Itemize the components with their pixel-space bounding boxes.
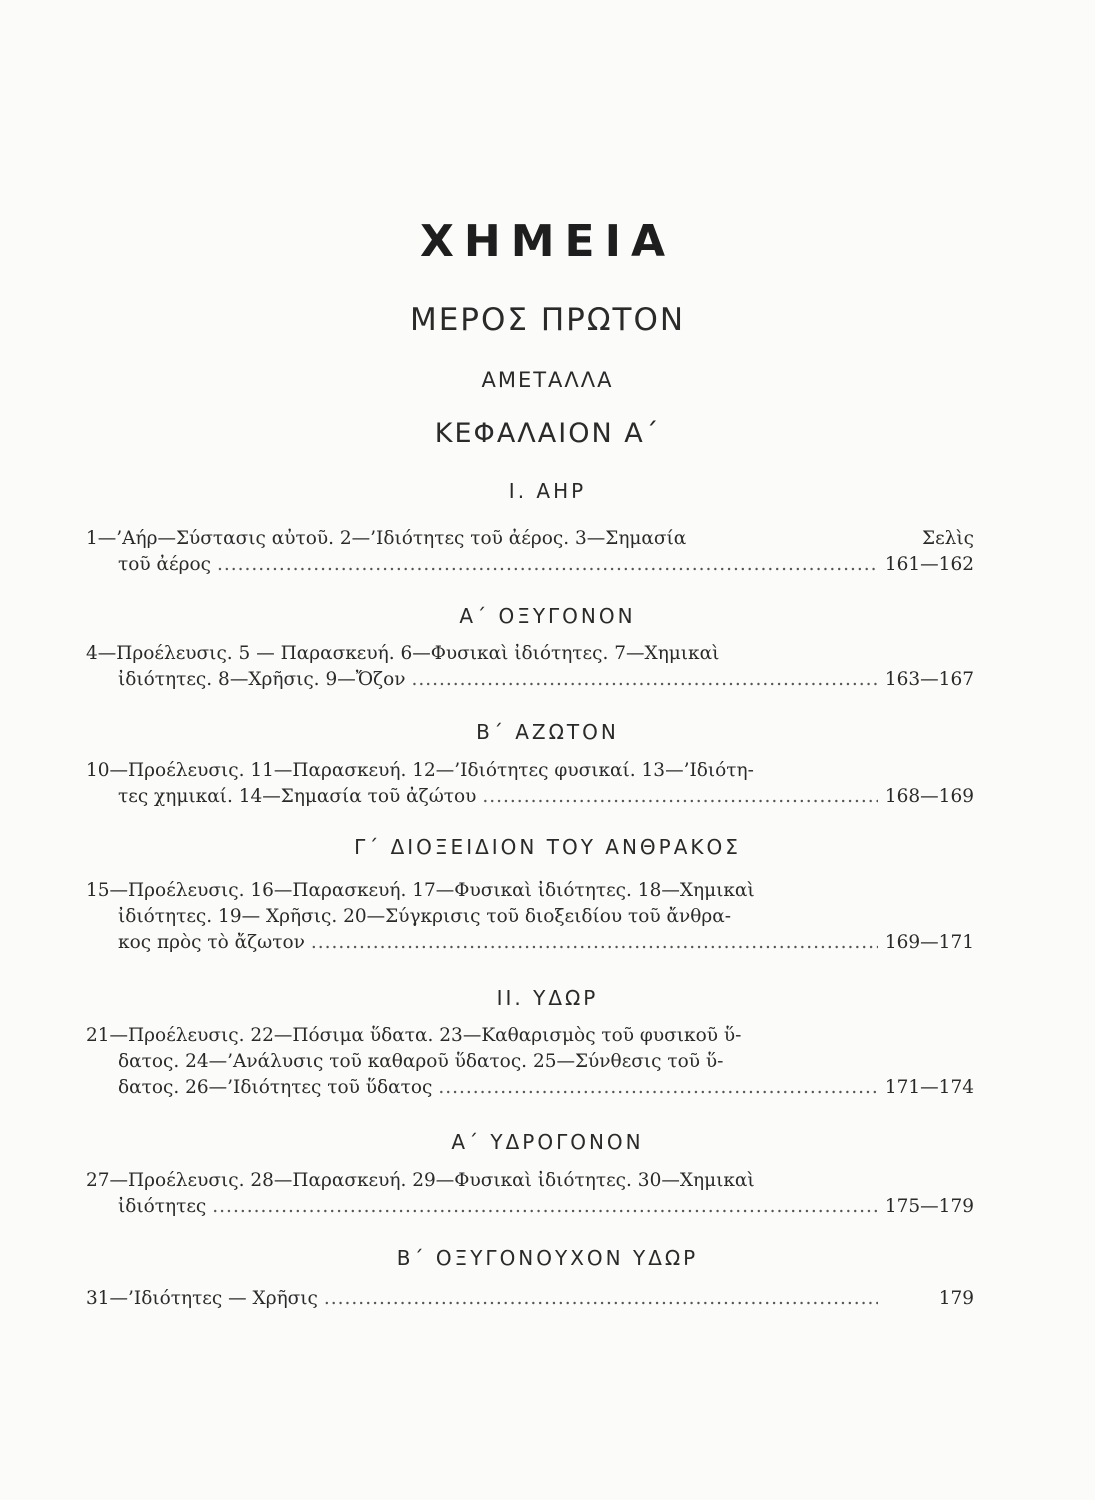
dot-leader [311, 932, 878, 953]
section-heading-carbon-dioxide: Γ΄ ΔΙΟΞΕΙΔΙΟΝ ΤΟΥ ΑΝΘΡΑΚΟΣ [354, 835, 741, 859]
dot-leader [324, 1288, 878, 1309]
entry-text: δατος. 24—’Ανάλυσις τοῦ καθαροῦ ὕδατος. 25—Σύνθεσις τοῦ ὕ- [118, 1051, 724, 1072]
page-range: 175—179 [884, 1196, 974, 1217]
subtitle: ΑΜΕΤΑΛΛΑ [481, 368, 614, 392]
entry-nitrogen [86, 760, 974, 812]
entry-text: ἰδιότητες. 8—Χρῆσις. 9—Ὄζον [118, 669, 406, 690]
entry-carbon-dioxide [86, 880, 974, 958]
entry-text: ἰδιότητες [118, 1196, 207, 1217]
entry-text: τες χημικαί. 14—Σημασία τοῦ ἀζώτου [118, 786, 477, 807]
entry-text: δατος. 26—’Ιδιότητες τοῦ ὕδατος [118, 1077, 433, 1098]
entry-text: 1—’Αήρ—Σύστασις αὐτοῦ. 2—’Ιδιότητες τοῦ ἀέρος. 3—Σημασία [86, 528, 687, 549]
entry-hydrogen-peroxide [86, 1288, 974, 1314]
page-range: 171—174 [884, 1077, 974, 1098]
entry-air [86, 528, 974, 580]
entry-hydrogen [86, 1170, 974, 1222]
entry-text: 4—Προέλευσις. 5 — Παρασκευή. 6—Φυσικαὶ ἰδιότητες. 7—Χημικαὶ [86, 643, 720, 664]
entry-text: 15—Προέλευσις. 16—Παρασκευή. 17—Φυσικαὶ ἰδιότητες. 18—Χημικαὶ [86, 880, 755, 901]
section-heading-water: ΙΙ. ΥΔΩΡ [496, 986, 599, 1010]
section-heading-hydrogen-peroxide: Β΄ ΟΞΥΓΟΝΟΥΧΟΝ ΥΔΩΡ [396, 1246, 699, 1270]
page-column-label: Σελὶς [921, 528, 974, 549]
part-heading: ΜΕΡΟΣ ΠΡΩΤΟΝ [409, 302, 686, 338]
entry-text: ἰδιότητες. 19— Χρῆσις. 20—Σύγκρισις τοῦ διοξειδίου τοῦ ἄνθρα- [118, 906, 732, 927]
section-heading-air: Ι. ΑΗΡ [508, 479, 587, 503]
entry-text: 10—Προέλευσις. 11—Παρασκευή. 12—’Ιδιότητες φυσικαί. 13—’Ιδιότη- [86, 760, 754, 781]
dot-leader [438, 1077, 878, 1098]
book-title: ΧΗΜΕΙΑ [419, 216, 675, 267]
entry-text: τοῦ ἀέρος [118, 554, 211, 575]
section-heading-nitrogen: Β΄ ΑΖΩΤΟΝ [476, 720, 619, 744]
entry-water [86, 1025, 974, 1103]
section-heading-hydrogen: Α΄ ΥΔΡΟΓΟΝΟΝ [451, 1130, 644, 1154]
dot-leader [212, 1196, 878, 1217]
page-range: 168—169 [884, 786, 974, 807]
chapter-heading: ΚΕΦΑΛΑΙΟΝ Α΄ [434, 418, 661, 449]
entry-text: 21—Προέλευσις. 22—Πόσιμα ὕδατα. 23—Καθαρισμὸς τοῦ φυσικοῦ ὕ- [86, 1025, 742, 1046]
section-heading-oxygen: Α΄ ΟΞΥΓΟΝΟΝ [459, 604, 636, 628]
dot-leader [411, 669, 878, 690]
page-range: 163—167 [884, 669, 974, 690]
entry-text: κος πρὸς τὸ ἄζωτον [118, 932, 305, 953]
page-range: 179 [938, 1288, 974, 1309]
page-range: 161—162 [884, 554, 974, 575]
dot-leader [482, 786, 878, 807]
dot-leader [217, 554, 878, 575]
entry-text: 27—Προέλευσις. 28—Παρασκευή. 29—Φυσικαὶ ἰδιότητες. 30—Χημικαὶ [86, 1170, 755, 1191]
entry-text: 31—’Ιδιότητες — Χρῆσις [86, 1288, 318, 1309]
entry-oxygen [86, 643, 974, 695]
page-range: 169—171 [884, 932, 974, 953]
